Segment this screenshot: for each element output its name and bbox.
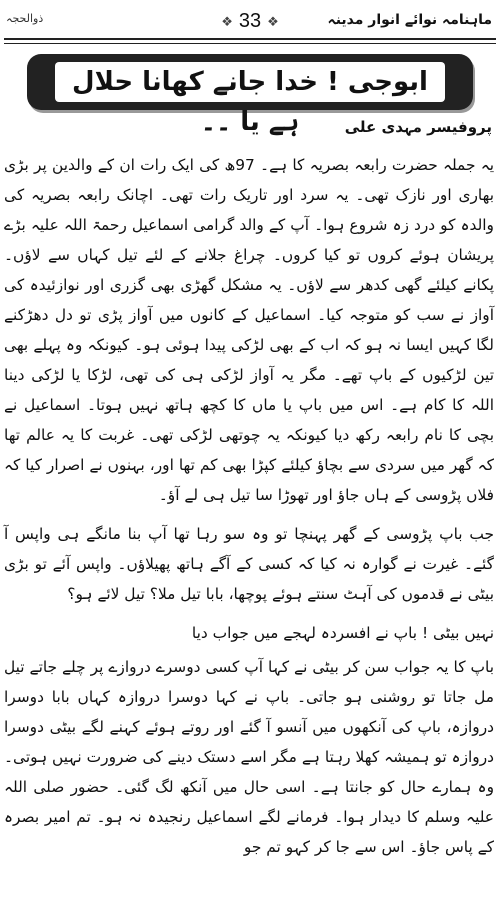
issue-month: ذوالحجہ bbox=[6, 12, 44, 25]
paragraph: نہیں بیٹی ! باپ نے افسردہ لہجے میں جواب دیا bbox=[191, 624, 494, 642]
magazine-name: ماہنامہ نوائے انوار مدینہ bbox=[327, 12, 492, 28]
paragraph: باپ کا یہ جواب سن کر بیٹی نے کہا آپ کسی دوسرے دروازے پر چلے جاتے تیل مل جاتا تو روشنی ہو جاتی۔ باپ نے کہا دوسرا دروازہ کہاں بابا دوسرا دروازہ، باپ کی آنکھوں میں آنسو آ گئے اور روتے ہوئے کہنے لگے بیٹی دوسرا دروازہ تو ہمیشہ کھلا رہتا ہے مگر اسے دستک دینے کی ضرورت نہیں ہوتی۔ وہ ہمارے حال کو جانتا ہے۔ اسی حال میں آنکھ لگ گئی۔ حضور صلی اللہ علیہ وسلم کا دیدار ہوا۔ فرمانے لگے اسماعیل رنجیدہ نہ ہو۔ تم امیر بصرہ کے پاس جاؤ۔ اس سے جا کر کہو تم جو bbox=[4, 658, 494, 856]
article-author: پروفیسر مہدی علی bbox=[344, 118, 492, 136]
header-divider bbox=[4, 38, 496, 44]
page-header bbox=[0, 0, 500, 44]
article-body bbox=[4, 150, 494, 871]
paragraph: یہ جملہ حضرت رابعہ بصریہ کا ہے۔ 97ھ کی ایک رات ان کے والدین پر بڑی بھاری اور نازک تھی۔ یہ سرد اور تاریک رات تھی۔ اچانک رابعہ بصریہ کی والدہ کو درد زہ شروع ہوا۔ آپ کے والد گرامی اسماعیل رحمۃ اللہ علیہ بڑے پریشان ہوئے کروں تو کیا کروں۔ چراغ جلانے کے لئے تیل کہاں سے لاؤں۔ پکانے کیلئے گھی کدھر سے لاؤں۔ یہ مشکل گھڑی بھی گزری اور نوازئیدہ کی آواز نے سب کو متوجہ کیا۔ اسماعیل کے کانوں میں آواز پڑی تو دل دھڑکنے لگا کہیں ایسا نہ ہو کہ اب کے بھی لڑکی پیدا ہوئی ہو۔ کیونکہ وہ پہلے بھی تین لڑکیوں کے باپ تھے۔ مگر یہ آواز لڑکی ہی کی تھی، لڑکا یا لڑکی دینا اللہ کا کام ہے۔ اس میں باپ یا ماں کا کچھ ہاتھ نہیں ہوتا۔ اسماعیل نے بچی کا نام رابعہ رکھ دیا کیونکہ یہ چوتھی لڑکی تھی۔ غربت کا یہ عالم تھا کہ گھر میں سردی سے بچاؤ کیلئے کپڑا بھی کم تھا اور، بہنوں نے اصرار کیا کہ فلاں پڑوسی کے ہاں جاؤ اور تھوڑا سا تیل ہی لے آؤ۔ bbox=[4, 156, 494, 504]
article-title: ابوجی ! خدا جانے کھانا حلال ہے یا ۔۔ bbox=[55, 62, 445, 102]
paragraph: جب باپ پڑوسی کے گھر پہنچا تو وہ سو رہا تھا آپ بنا مانگے ہی واپس آ گئے۔ غیرت نے گوارہ نہ کیا کہ کسی کے آگے ہاتھ پھیلاؤں۔ واپس آئے تو بڑی بیٹی نے قدموں کی آہٹ سنتے ہوئے پوچھا، بابا تیل ملا؟ تیل لائے ہو؟ bbox=[4, 525, 494, 603]
page-number: ❖ 33 ❖ bbox=[200, 8, 300, 34]
